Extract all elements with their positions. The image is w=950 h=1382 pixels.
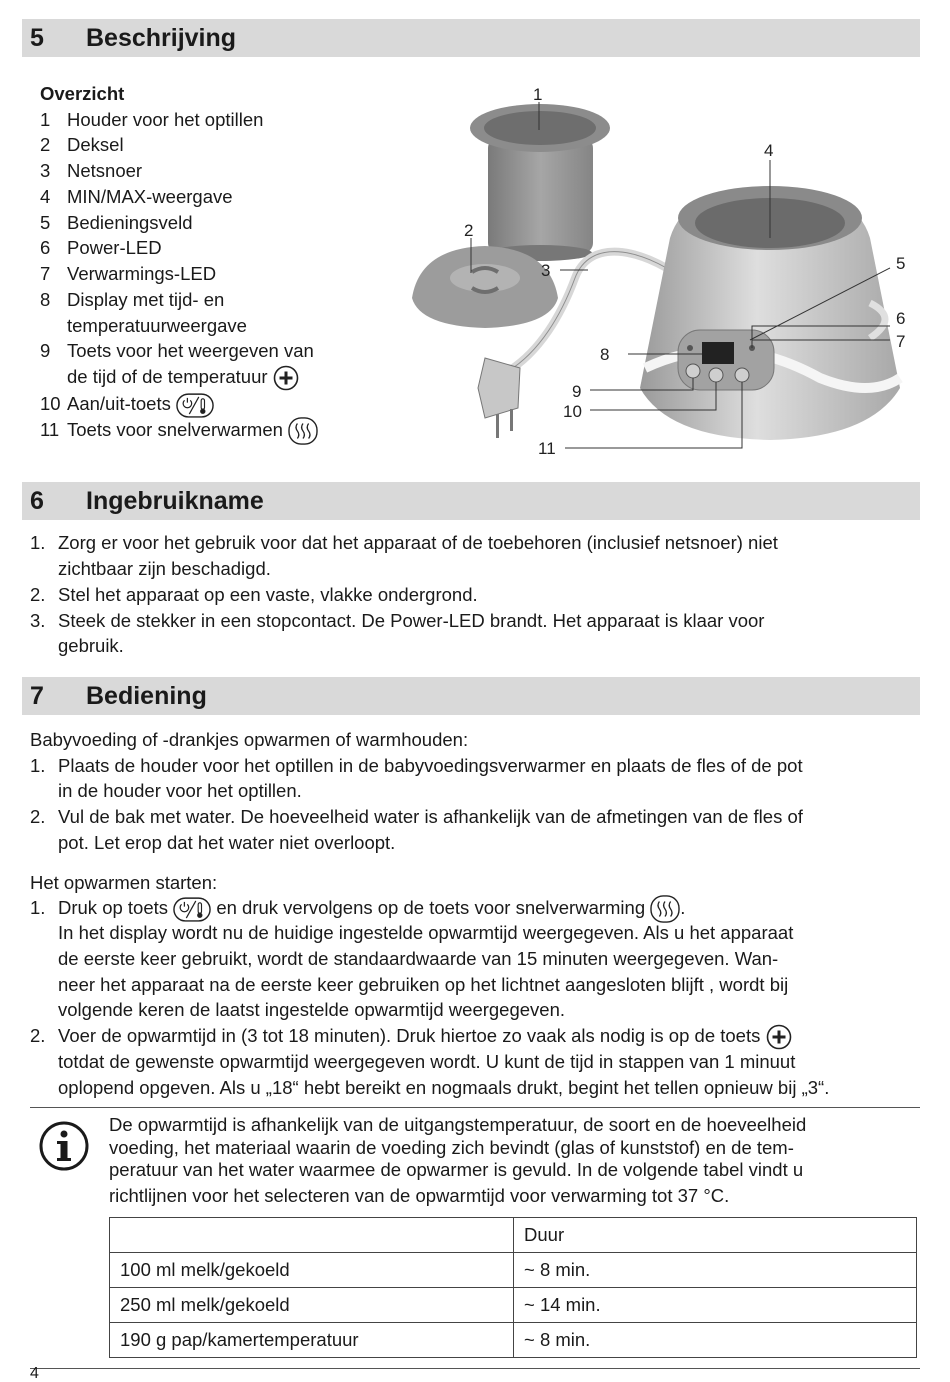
- table-cell: 190 g pap/kamertemperatuur: [110, 1323, 514, 1358]
- table-row: [110, 1253, 917, 1288]
- bediening-intro: Babyvoeding of -drankjes opwarmen of warmhouden:: [30, 729, 469, 750]
- list-item: [67, 417, 318, 445]
- list-item: [67, 391, 214, 418]
- list-item-continued: [67, 364, 299, 391]
- list-item-number: 3.: [30, 610, 46, 631]
- list-item: [58, 895, 685, 923]
- list-item-number: 11: [40, 419, 60, 440]
- callout-label: 9: [572, 382, 582, 401]
- info-icon: [38, 1120, 90, 1172]
- list-item-number: 2.: [30, 1025, 46, 1046]
- list-item-number: 3: [40, 160, 51, 181]
- plus-icon: [273, 365, 299, 391]
- list-item-continued: pot. Let erop dat het water niet overloopt.: [58, 832, 396, 853]
- callout-label: 5: [896, 254, 906, 273]
- section-title: Bediening: [86, 682, 207, 710]
- section-number: 5: [30, 24, 44, 52]
- list-item-continued: gebruik.: [58, 635, 124, 656]
- section-title: Ingebruikname: [86, 487, 264, 515]
- list-item-continued: volgende keren de laatst ingestelde opwarmtijd weergegeven.: [58, 999, 566, 1020]
- info-text: voeding, het materiaal waarin de voeding zich bevindt (glas of kunststof) en de tem-: [109, 1137, 794, 1158]
- power-icon: [176, 393, 214, 418]
- section-header-bediening: [22, 677, 920, 715]
- table-header-cell: Duur: [514, 1218, 917, 1253]
- list-item-continued: totdat de gewenste opwarmtijd weergegeven wordt. U kunt de tijd in stappen van 1 minuut: [58, 1051, 796, 1072]
- list-item-continued: zichtbaar zijn beschadigd.: [58, 558, 271, 579]
- list-item-text: en druk vervolgens op de toets voor snelverwarming: [216, 897, 646, 918]
- list-item-number: 2.: [30, 584, 46, 605]
- page-number: 4: [30, 1365, 39, 1382]
- section-header-ingebruikname: [22, 482, 920, 520]
- list-item: Vul de bak met water. De hoeveelheid water is afhankelijk van de afmetingen van de fles of: [58, 806, 803, 827]
- list-item-continued: temperatuurweergave: [67, 315, 247, 336]
- callout-label: 10: [563, 402, 582, 421]
- callout-label: 11: [538, 439, 556, 458]
- list-item: Stel het apparaat op een vaste, vlakke ondergrond.: [58, 584, 478, 605]
- section-title: Beschrijving: [86, 24, 237, 52]
- power-plug: [478, 358, 520, 438]
- table-cell: ~ 14 min.: [514, 1288, 917, 1323]
- list-item-number: 7: [40, 263, 51, 284]
- power-icon: [173, 897, 211, 922]
- list-item: Zorg er voor het gebruik voor dat het apparaat of de toebehoren (inclusief netsnoer) niet: [58, 532, 778, 553]
- table-cell: 100 ml melk/gekoeld: [110, 1253, 514, 1288]
- list-item: Toets voor het weergeven van: [67, 340, 314, 361]
- start-heading: Het opwarmen starten:: [30, 872, 218, 893]
- list-item-continued: de eerste keer gebruikt, wordt de standaardwaarde van 15 minuten weergegeven. Wan-: [58, 948, 779, 969]
- list-item-number: 6: [40, 237, 51, 258]
- footer-divider: [30, 1368, 920, 1369]
- list-item: Verwarmings-LED: [67, 263, 217, 284]
- callout-label: 3: [541, 261, 551, 280]
- list-item-number: 4: [40, 186, 51, 207]
- list-item: [58, 1023, 792, 1050]
- list-item-number: 2: [40, 134, 51, 155]
- list-item-number: 5: [40, 212, 51, 233]
- plus-icon: [766, 1024, 792, 1050]
- list-item-text: Toets voor snelverwarmen: [67, 419, 283, 440]
- list-item-text: .: [680, 897, 686, 918]
- list-item-number: 1.: [30, 897, 46, 918]
- list-item-number: 1: [40, 109, 51, 130]
- product-diagram: [400, 78, 920, 463]
- info-text: De opwarmtijd is afhankelijk van de uitgangstemperatuur, de soort en de hoeveelheid: [109, 1114, 807, 1135]
- lifting-holder: [470, 104, 610, 261]
- list-item: Houder voor het optillen: [67, 109, 264, 130]
- list-item-text: Druk op toets: [58, 897, 169, 918]
- callout-label: 4: [764, 141, 774, 160]
- list-item-text: Voer de opwarmtijd in (3 tot 18 minuten). Druk hiertoe zo vaak als nodig is op de toets: [58, 1025, 761, 1046]
- overview-heading: Overzicht: [40, 83, 125, 104]
- list-item: Netsnoer: [67, 160, 143, 181]
- list-item: Bedieningsveld: [67, 212, 193, 233]
- list-item-text: de tijd of de temperatuur: [67, 366, 268, 387]
- section-number: 7: [30, 682, 44, 710]
- list-item-number: 9: [40, 340, 51, 361]
- callout-label: 7: [896, 332, 906, 351]
- list-item: Steek de stekker in een stopcontact. De Power-LED brandt. Het apparaat is klaar voor: [58, 610, 765, 631]
- section-header-beschrijving: [22, 19, 920, 57]
- list-item-number: 1.: [30, 755, 46, 776]
- callout-label: 8: [600, 345, 610, 364]
- section-number: 6: [30, 487, 44, 515]
- list-item: Plaats de houder voor het optillen in de babyvoedingsverwarmer en plaats de fles of de pot: [58, 755, 803, 776]
- list-item-number: 2.: [30, 806, 46, 827]
- list-item-continued: In het display wordt nu de huidige ingestelde opwarmtijd weergegeven. Als u het apparaat: [58, 922, 794, 943]
- divider: [30, 1107, 920, 1108]
- table-cell: ~ 8 min.: [514, 1323, 917, 1358]
- table-cell: 250 ml melk/gekoeld: [110, 1288, 514, 1323]
- list-item-number: 10: [40, 393, 61, 414]
- callout-label: 6: [896, 309, 906, 328]
- table-header-cell: [110, 1218, 514, 1253]
- list-item: Deksel: [67, 134, 124, 155]
- table-header-row: [110, 1218, 917, 1253]
- info-text: richtlijnen voor het selecteren van de opwarmtijd voor verwarming tot 37 °C.: [109, 1185, 730, 1206]
- list-item-continued: in de houder voor het optillen.: [58, 780, 302, 801]
- heat-icon: [288, 417, 318, 445]
- callout-label: 2: [464, 221, 474, 240]
- list-item-continued: neer het apparaat na de eerste keer gebruiken op het lichtnet aangesloten blijft , wordt bij: [58, 974, 789, 995]
- list-item: MIN/MAX-weergave: [67, 186, 233, 207]
- list-item-text: Aan/uit-toets: [67, 393, 171, 414]
- callout-label: 1: [533, 85, 543, 104]
- table-row: [110, 1288, 917, 1323]
- info-text: peratuur van het water waarmee de opwarmer is gevuld. In de volgende tabel vindt u: [109, 1159, 804, 1180]
- list-item: Display met tijd- en: [67, 289, 225, 310]
- list-item-number: 1.: [30, 532, 46, 553]
- list-item: Power-LED: [67, 237, 162, 258]
- list-item-number: 8: [40, 289, 51, 310]
- warming-time-table: [109, 1217, 917, 1358]
- list-item-continued: oplopend opgeven. Als u „18“ hebt bereikt en nogmaals drukt, begint het tellen opnieuw bij „3“.: [58, 1077, 830, 1098]
- table-row: [110, 1323, 917, 1358]
- table-cell: ~ 8 min.: [514, 1253, 917, 1288]
- heat-icon: [650, 895, 680, 923]
